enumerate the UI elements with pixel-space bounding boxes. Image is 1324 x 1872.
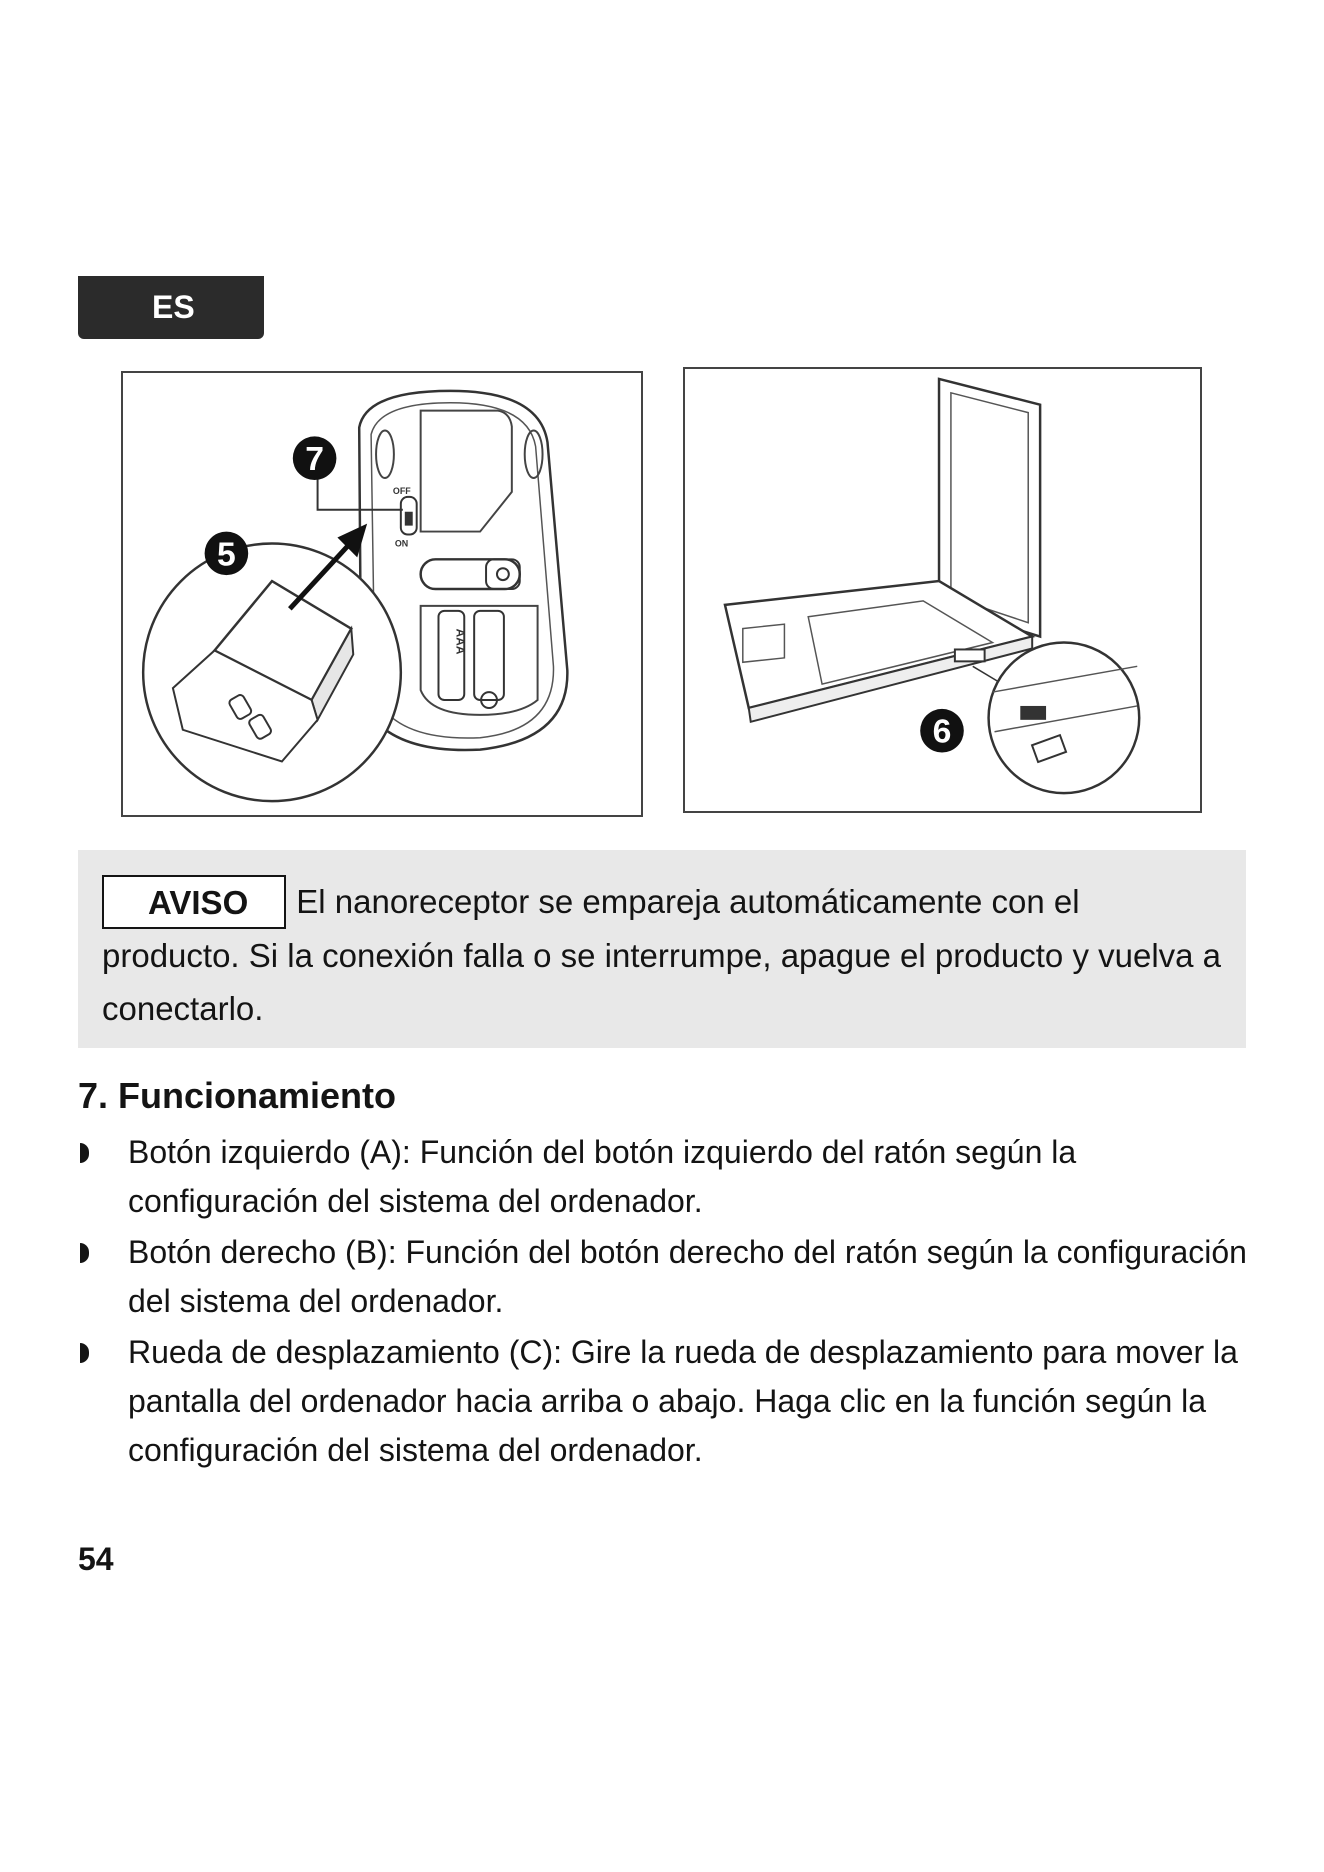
mouse-underside-drawing (123, 373, 641, 815)
callout-5: 5 (217, 536, 236, 574)
notice-text: El nanoreceptor se empareja automáticamente con el producto. Si la conexión falla o se interrumpe, apague el producto y vuelva a conectarlo. (102, 883, 1222, 1027)
bullet-icon (80, 1343, 89, 1363)
list-item (78, 1328, 1258, 1475)
laptop-receiver-illustration (683, 367, 1202, 813)
section-title: 7. Funcionamiento (78, 1075, 397, 1116)
battery-label: AAA (453, 628, 468, 655)
callout-6: 6 (932, 713, 952, 751)
callout-7: 7 (305, 441, 324, 479)
list-item-text: Rueda de desplazamiento (C): Gire la rueda de desplazamiento para mover la pantalla del ordenador hacia arriba o abajo. Haga clic en la función según la configuración del sistema del ordenador. (128, 1334, 1238, 1468)
language-tab: ES (78, 276, 264, 339)
mouse-receiver-illustration (121, 371, 643, 817)
notice-label: AVISO (102, 875, 286, 929)
switch-off-label: OFF (392, 485, 411, 496)
laptop-drawing (685, 369, 1200, 811)
list-item (78, 1128, 1258, 1226)
notice-box (78, 850, 1246, 1048)
switch-on-label: ON (394, 538, 409, 549)
bullet-icon (80, 1243, 89, 1263)
list-item-text: Botón izquierdo (A): Función del botón izquierdo del ratón según la configuración del sistema del ordenador. (128, 1134, 1077, 1219)
operation-list (78, 1128, 1258, 1477)
bullet-icon (80, 1143, 89, 1163)
list-item-text: Botón derecho (B): Función del botón derecho del ratón según la configuración del sistema del ordenador. (128, 1234, 1247, 1319)
list-item (78, 1228, 1258, 1326)
page-number: 54 (78, 1541, 114, 1577)
